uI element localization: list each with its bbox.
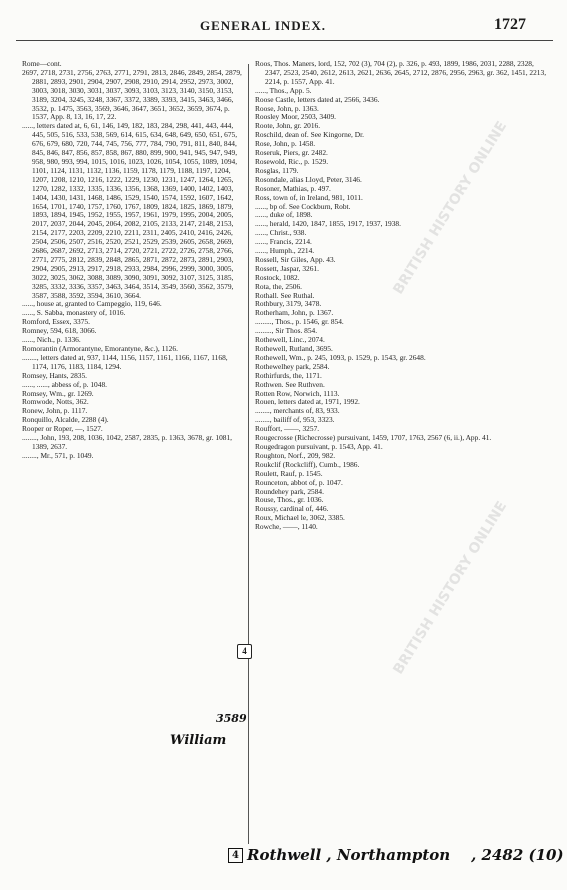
index-entry: ......, Humph., 2214. (255, 246, 315, 256)
index-entry: Rowche, ——, 1140. (255, 522, 318, 532)
index-entry: Rossell, Sir Giles, App. 43. (255, 254, 336, 264)
index-entry: Rota, the, 2506. (255, 281, 303, 291)
index-entry: 2697, 2718, 2731, 2756, 2763, 2771, 2791, 2813, 2846, 2849, 2854, 2879, 2881, 2893, 2901, 2904, 2907, 2908, 2910, 2914, 2952, 2973, 3002, 3003, 3018, 3030, 3031, 3037, 3093, 3103, 3123, 3140, 3150, 3153, 3189, 3204, 3245, 3248, 3367, 3372, 3389, 3393, 3415, 3463, 3466, 3532, p. 1475, 3563, 3569, 3646, 3647, 3651, 3652, 3659, 3674, p. 1537, App. 8, 13, 16, 17, 22. (22, 67, 242, 122)
running-title: GENERAL INDEX. (200, 18, 326, 33)
index-entry: Roseruk, Piers, gr. 2482. (255, 148, 328, 158)
index-entry: Rothbury, 3179, 3478. (255, 299, 322, 309)
handwritten-note-name: William (170, 733, 227, 748)
index-entry: Rothewell, Rutland, 3695. (255, 344, 333, 353)
index-entry: ........, John, 193, 208, 1036, 1042, 2587, 2835, p. 1363, 3678, gr. 1081, 1389, 2637. (22, 433, 233, 451)
index-entry: ........, bailiff of, 953, 3323. (255, 415, 335, 425)
index-entry: Romorantin (Armorantyne, Emorantyne, &c.), 1126. (22, 344, 178, 353)
footnote-marker: 4 (228, 848, 243, 863)
watermark: BRITISH HISTORY ONLINE (390, 498, 511, 678)
index-entry: Rougecrosse (Richecrosse) pursuivant, 1459, 1707, 1763, 2567 (6, ii.), App. 41. (255, 433, 492, 443)
index-entry: Rouffort, ——, 3257. (255, 424, 320, 434)
index-entry: Rothirfurds, the, 1171. (255, 370, 322, 380)
index-entry: Rosglas, 1179. (255, 165, 299, 175)
index-entry: Roose Castle, letters dated at, 2566, 3436. (255, 94, 380, 104)
index-column-left (22, 60, 242, 461)
index-entry: Rougedragon pursuivant, p. 1543, App. 41. (255, 441, 383, 451)
index-entry: Roughton, Norf., 209, 982. (255, 450, 336, 460)
index-entry: Roussy, cardinal of, 446. (255, 504, 329, 514)
index-entry: Ronew, John, p. 1117. (22, 406, 88, 416)
index-entry: ......, Francis, 2214. (255, 237, 312, 247)
index-entry: Roosley Moor, 2503, 3409. (255, 112, 337, 122)
index-entry: Rose, John, p. 1458. (255, 139, 316, 149)
index-entry: Romsey, Wm., gr. 1269. (22, 388, 94, 398)
index-entry: Rotten Row, Norwich, 1113. (255, 388, 340, 398)
index-entry: ........., Thos., p. 1546, gr. 854. (255, 317, 344, 327)
index-entry: Rossett, Jaspar, 3261. (255, 263, 319, 273)
handwritten-note-number: 3589 (216, 712, 247, 725)
index-entry: ......, Nich., p. 1336. (22, 335, 81, 345)
watermark: BRITISH HISTORY ONLINE (390, 118, 511, 298)
index-entry: Ronquillo, Alcalde, 2288 (4). (22, 415, 109, 425)
index-entry: Rosewold, Ric., p. 1529. (255, 156, 329, 166)
index-entry: ......, Christ., 938. (255, 228, 307, 238)
index-entry: ......, Thos., App. 5. (255, 85, 312, 95)
index-entry: Rothewelhey park, 2584. (255, 361, 330, 371)
index-entry: Rouse, Thos., gr. 1036. (255, 495, 324, 505)
handwritten-footnote (228, 846, 564, 864)
index-entry: Roundehey park, 2584. (255, 486, 324, 496)
column-divider (248, 64, 249, 844)
footnote-reference: , 2482 (10) (471, 846, 564, 864)
index-entry: Rotherham, John, p. 1367. (255, 308, 334, 318)
index-entry: Rome—cont. (22, 59, 62, 68)
index-entry: Rouen, letters dated at, 1971, 1992. (255, 397, 360, 407)
index-entry: Rostock, 1082. (255, 272, 300, 282)
index-entry: Romwode, Notts, 362. (22, 397, 89, 407)
index-entry: Rothall. See Ruthal. (255, 290, 315, 300)
index-entry: Rounceton, abbot of, p. 1047. (255, 477, 343, 487)
index-entry: Rooper or Roper, —, 1527. (22, 424, 103, 434)
index-entry: Romford, Essex, 3375. (22, 317, 90, 327)
index-entry: Roux, Michael le, 3062, 3385. (255, 513, 345, 523)
index-entry: Romney, 594, 618, 3066. (22, 326, 97, 336)
index-entry: Roulett, Rauf, p. 1545. (255, 468, 323, 478)
index-entry: Roose, John, p. 1363. (255, 103, 319, 113)
index-entry: Rothwen. See Ruthven. (255, 379, 325, 389)
index-entry: ......, house at, granted to Campeggio, 119, 646. (22, 299, 162, 309)
insertion-marker: 4 (237, 644, 252, 659)
index-entry: Rothewell, Wm., p. 245, 1093, p. 1529, p. 1543, gr. 2648. (255, 352, 426, 362)
index-entry: Roukclif (Rockcliff), Cumb., 1986. (255, 459, 360, 469)
index-entry: ........., Sir Thos. 854. (255, 326, 318, 336)
index-entry: ........, merchants of, 83, 933. (255, 406, 340, 416)
index-entry: Roschild, dean of. See Kingorne, Dr. (255, 130, 364, 140)
index-entry: ........, Mr., 571, p. 1049. (22, 450, 94, 460)
index-entry: ......, letters dated at, 6, 61, 146, 149, 182, 183, 284, 298, 441, 443, 444, 445, 505, 516, 533, 538, 569, 614, 615, 634, 648, 649, 650, 651, 675, 676, 679, 680, 720, 744, 745, 756, 777, 784, 790, 791, 811, 840, 844, 845, 846, 847, 856, 857, 858, 867, 880, 899, 900, 941, 945, 947, 949, 958, 980, 993, 994, 1015, 1016, 1023, 1026, 1054, 1055, 1089, 1094, 1101, 1124, 1131, 1132, 1136, 1159, 1178, 1179, 1188, 1197, 1204, 1207, 1208, 1210, 1216, 1222, 1229, 1230, 1231, 1247, 1264, 1265, 1270, 1282, 1332, 1335, 1336, 1356, 1368, 1369, 1400, 1402, 1403, 1404, 1430, 1431, 1468, 1486, 1529, 1540, 1574, 1592, 1607, 1642, 1654, 1701, 1740, 1757, 1760, 1767, 1809, 1824, 1825, 1869, 1879, 1893, 1894, 1945, 1952, 1955, 1957, 1961, 1979, 1995, 2004, 2005, 2017, 2037, 2044, 2045, 2064, 2082, 2105, 2133, 2147, 2148, 2153, 2154, 2177, 2203, 2209, 2210, 2211, 2311, 2405, 2410, 2416, 2426, 2504, 2506, 2507, 2516, 2520, 2521, 2529, 2539, 2605, 2658, 2669, 2686, 2687, 2692, 2713, 2714, 2720, 2721, 2722, 2726, 2758, 2766, 2771, 2775, 2812, 2839, 2848, 2865, 2871, 2872, 2873, 2891, 2903, 2904, 2905, 2913, 2917, 2918, 2933, 2984, 2996, 2999, 3000, 3005, 3022, 3025, 3062, 3088, 3089, 3090, 3091, 3092, 3107, 3125, 3185, 3285, 3332, 3336, 3357, 3463, 3464, 3514, 3549, 3560, 3562, 3579, 3587, 3588, 3592, 3594, 3610, 3664. (22, 121, 238, 300)
index-entry: ........, letters dated at, 937, 1144, 1156, 1157, 1161, 1166, 1167, 1168, 1174, 1176, 1183, 1184, 1294. (22, 352, 228, 371)
index-column-right (255, 60, 547, 532)
index-entry: Roote, John, gr. 2016. (255, 121, 321, 131)
page-number: 1727 (494, 16, 526, 33)
index-entry: Rosoner, Mathias, p. 497. (255, 183, 331, 193)
index-entry: ......, ......, abbess of, p. 1048. (22, 379, 107, 389)
index-entry: ......, bp of. See Cockburn, Robt. (255, 201, 351, 211)
index-entry: Roos, Thos. Maners, lord, 152, 702 (3), 704 (2), p. 326, p. 493, 1899, 1986, 2031, 2288, 2328, 2347, 2523, 2540, 2612, 2613, 2621, 2636, 2645, 2712, 2876, 2956, 2963, gr. 362, 1451, 2213, 2214, p. 1557, App. 41. (255, 59, 547, 86)
index-entry: Rothewell, Linc., 2074. (255, 335, 325, 345)
footnote-text: Rothwell , Northampton (247, 846, 451, 864)
index-entry: ......, S. Sabba, monastery of, 1016. (22, 308, 126, 318)
index-entry: ......, duke of, 1898. (255, 210, 313, 220)
index-entry: ......, herald, 1420, 1847, 1855, 1917, 1937, 1938. (255, 219, 401, 229)
index-entry: Rosondale, alias Lloyd, Peter, 3146. (255, 174, 362, 184)
index-entry: Romsey, Hants, 2835. (22, 370, 88, 380)
header-rule (16, 40, 553, 41)
page-header (0, 16, 567, 36)
index-entry: Ross, town of, in Ireland, 981, 1011. (255, 192, 363, 202)
